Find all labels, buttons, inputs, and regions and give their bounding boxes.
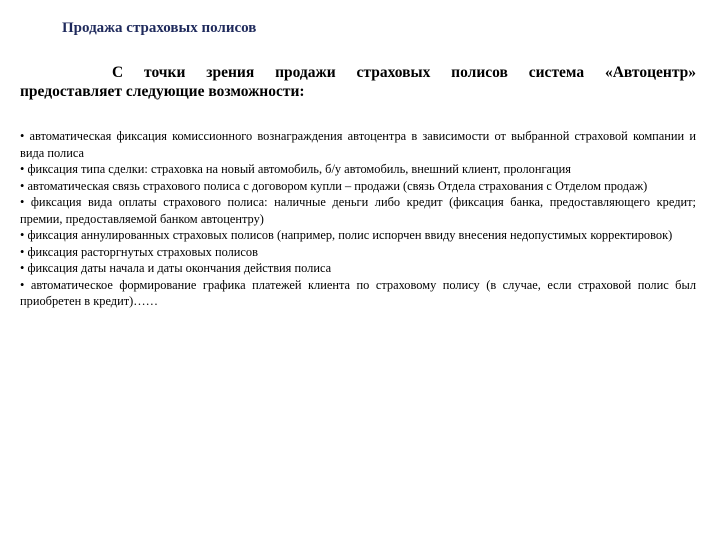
intro-paragraph (20, 63, 696, 101)
intro-line-1: С точки зрения продажи страховых полисов система «Автоцентр» (112, 64, 696, 81)
feature-item: • фиксация расторгнутых страховых полисов (20, 244, 696, 261)
feature-item: • фиксация даты начала и даты окончания действия полиса (20, 260, 696, 277)
feature-list (20, 128, 696, 310)
slide-title: Продажа страховых полисов (62, 20, 257, 36)
feature-item: • автоматическая фиксация комиссионного вознаграждения автоцентра в зависимости от выбранной страховой компании и вида полиса (20, 128, 696, 161)
feature-item: • автоматическое формирование графика платежей клиента по страховому полису (в случае, если страховой полис был приобретен в кредит)…… (20, 277, 696, 310)
feature-item: • фиксация вида оплаты страхового полиса: наличные деньги либо кредит (фиксация банка, предоставляющего кредит; премии, предоставляемой банком автоцентру) (20, 194, 696, 227)
intro-line-2: предоставляет следующие возможности: (20, 83, 305, 100)
feature-item: • автоматическая связь страхового полиса с договором купли – продажи (связь Отдела страхования с Отделом продаж) (20, 178, 696, 195)
feature-item: • фиксация типа сделки: страховка на новый автомобиль, б/у автомобиль, внешний клиент, пролонгация (20, 161, 696, 178)
feature-item: • фиксация аннулированных страховых полисов (например, полис испорчен ввиду внесения недопустимых корректировок) (20, 227, 696, 244)
